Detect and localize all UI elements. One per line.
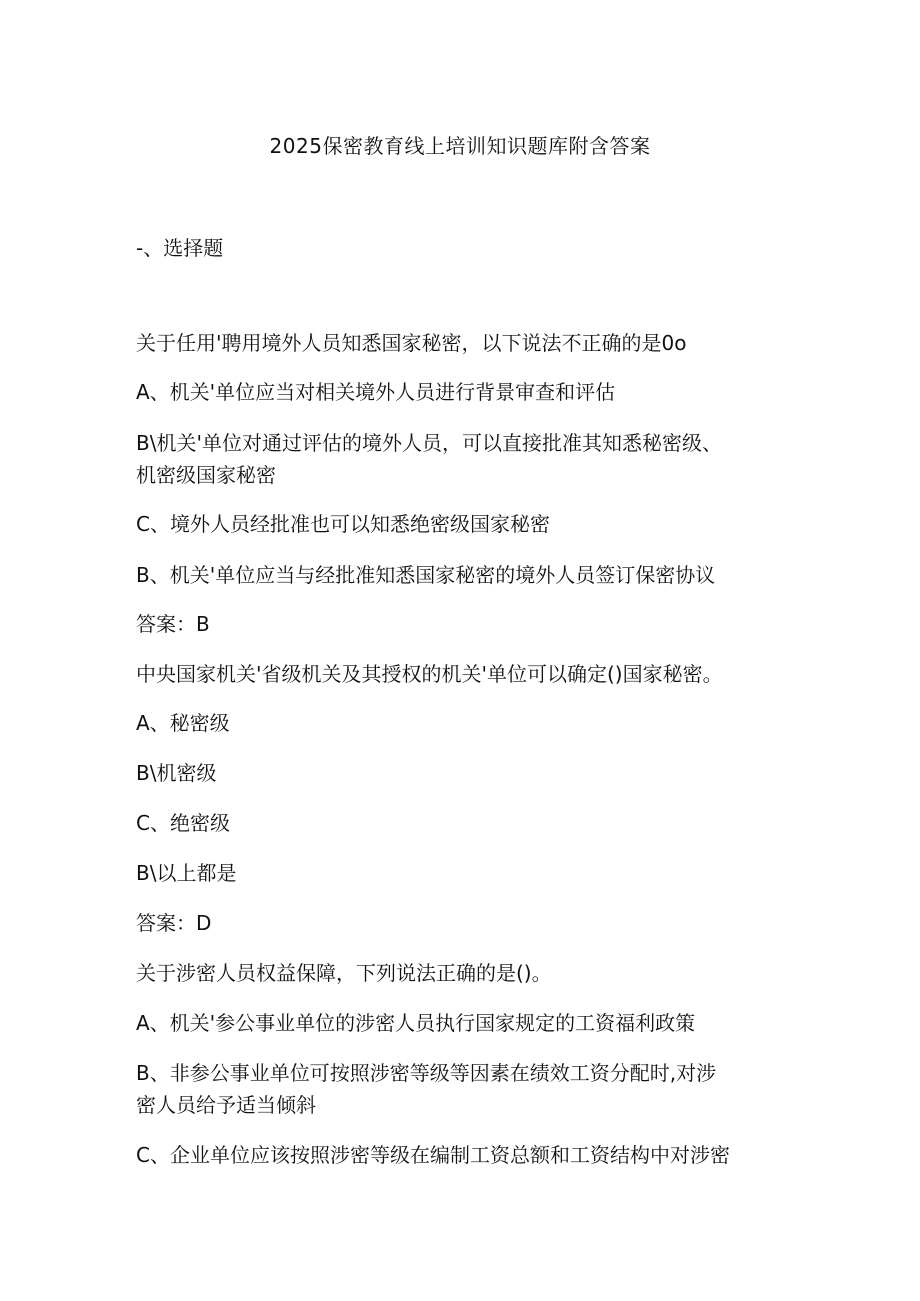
question-3-option-a: A、机关'参公事业单位的涉密人员执行国家规定的工资福利政策 [136, 1011, 696, 1035]
question-1-text: 关于任用'聘用境外人员知悉国家秘密，以下说法不正确的是0o [136, 331, 687, 355]
question-2-text: 中央国家机关'省级机关及其授权的机关'单位可以确定()国家秘密。 [136, 662, 723, 686]
question-1-option-d: B、机关'单位应当与经批准知悉国家秘密的境外人员签订保密协议 [136, 563, 716, 587]
question-2-option-c: C、绝密级 [136, 811, 230, 835]
question-1-answer: 答案：B [136, 612, 210, 636]
question-1-option-b-line-2: 机密级国家秘密 [136, 463, 276, 487]
question-3-option-b-line-1: B、非参公事业单位可按照涉密等级等因素在绩效工资分配时,对涉 [136, 1061, 717, 1085]
question-1-option-c: C、境外人员经批准也可以知悉绝密级国家秘密 [136, 512, 550, 536]
question-2-answer: 答案：D [136, 911, 212, 935]
question-2-option-d: B\以上都是 [136, 861, 237, 885]
question-3-option-c: C、企业单位应该按照涉密等级在编制工资总额和工资结构中对涉密 [136, 1143, 730, 1167]
question-3-option-b-line-2: 密人员给予适当倾斜 [136, 1093, 316, 1117]
section-heading: -、选择题 [136, 236, 224, 260]
question-1-option-a: A、机关'单位应当对相关境外人员进行背景审查和评估 [136, 380, 616, 404]
question-1-option-b-line-1: B\机关'单位对通过评估的境外人员，可以直接批准其知悉秘密级、 [136, 431, 722, 455]
question-2-option-a: A、秘密级 [136, 711, 230, 735]
document-title: 2025保密教育线上培训知识题库附含答案 [269, 134, 651, 158]
question-3-text: 关于涉密人员权益保障，下列说法正确的是()。 [136, 961, 552, 985]
question-2-option-b: B\机密级 [136, 761, 217, 785]
